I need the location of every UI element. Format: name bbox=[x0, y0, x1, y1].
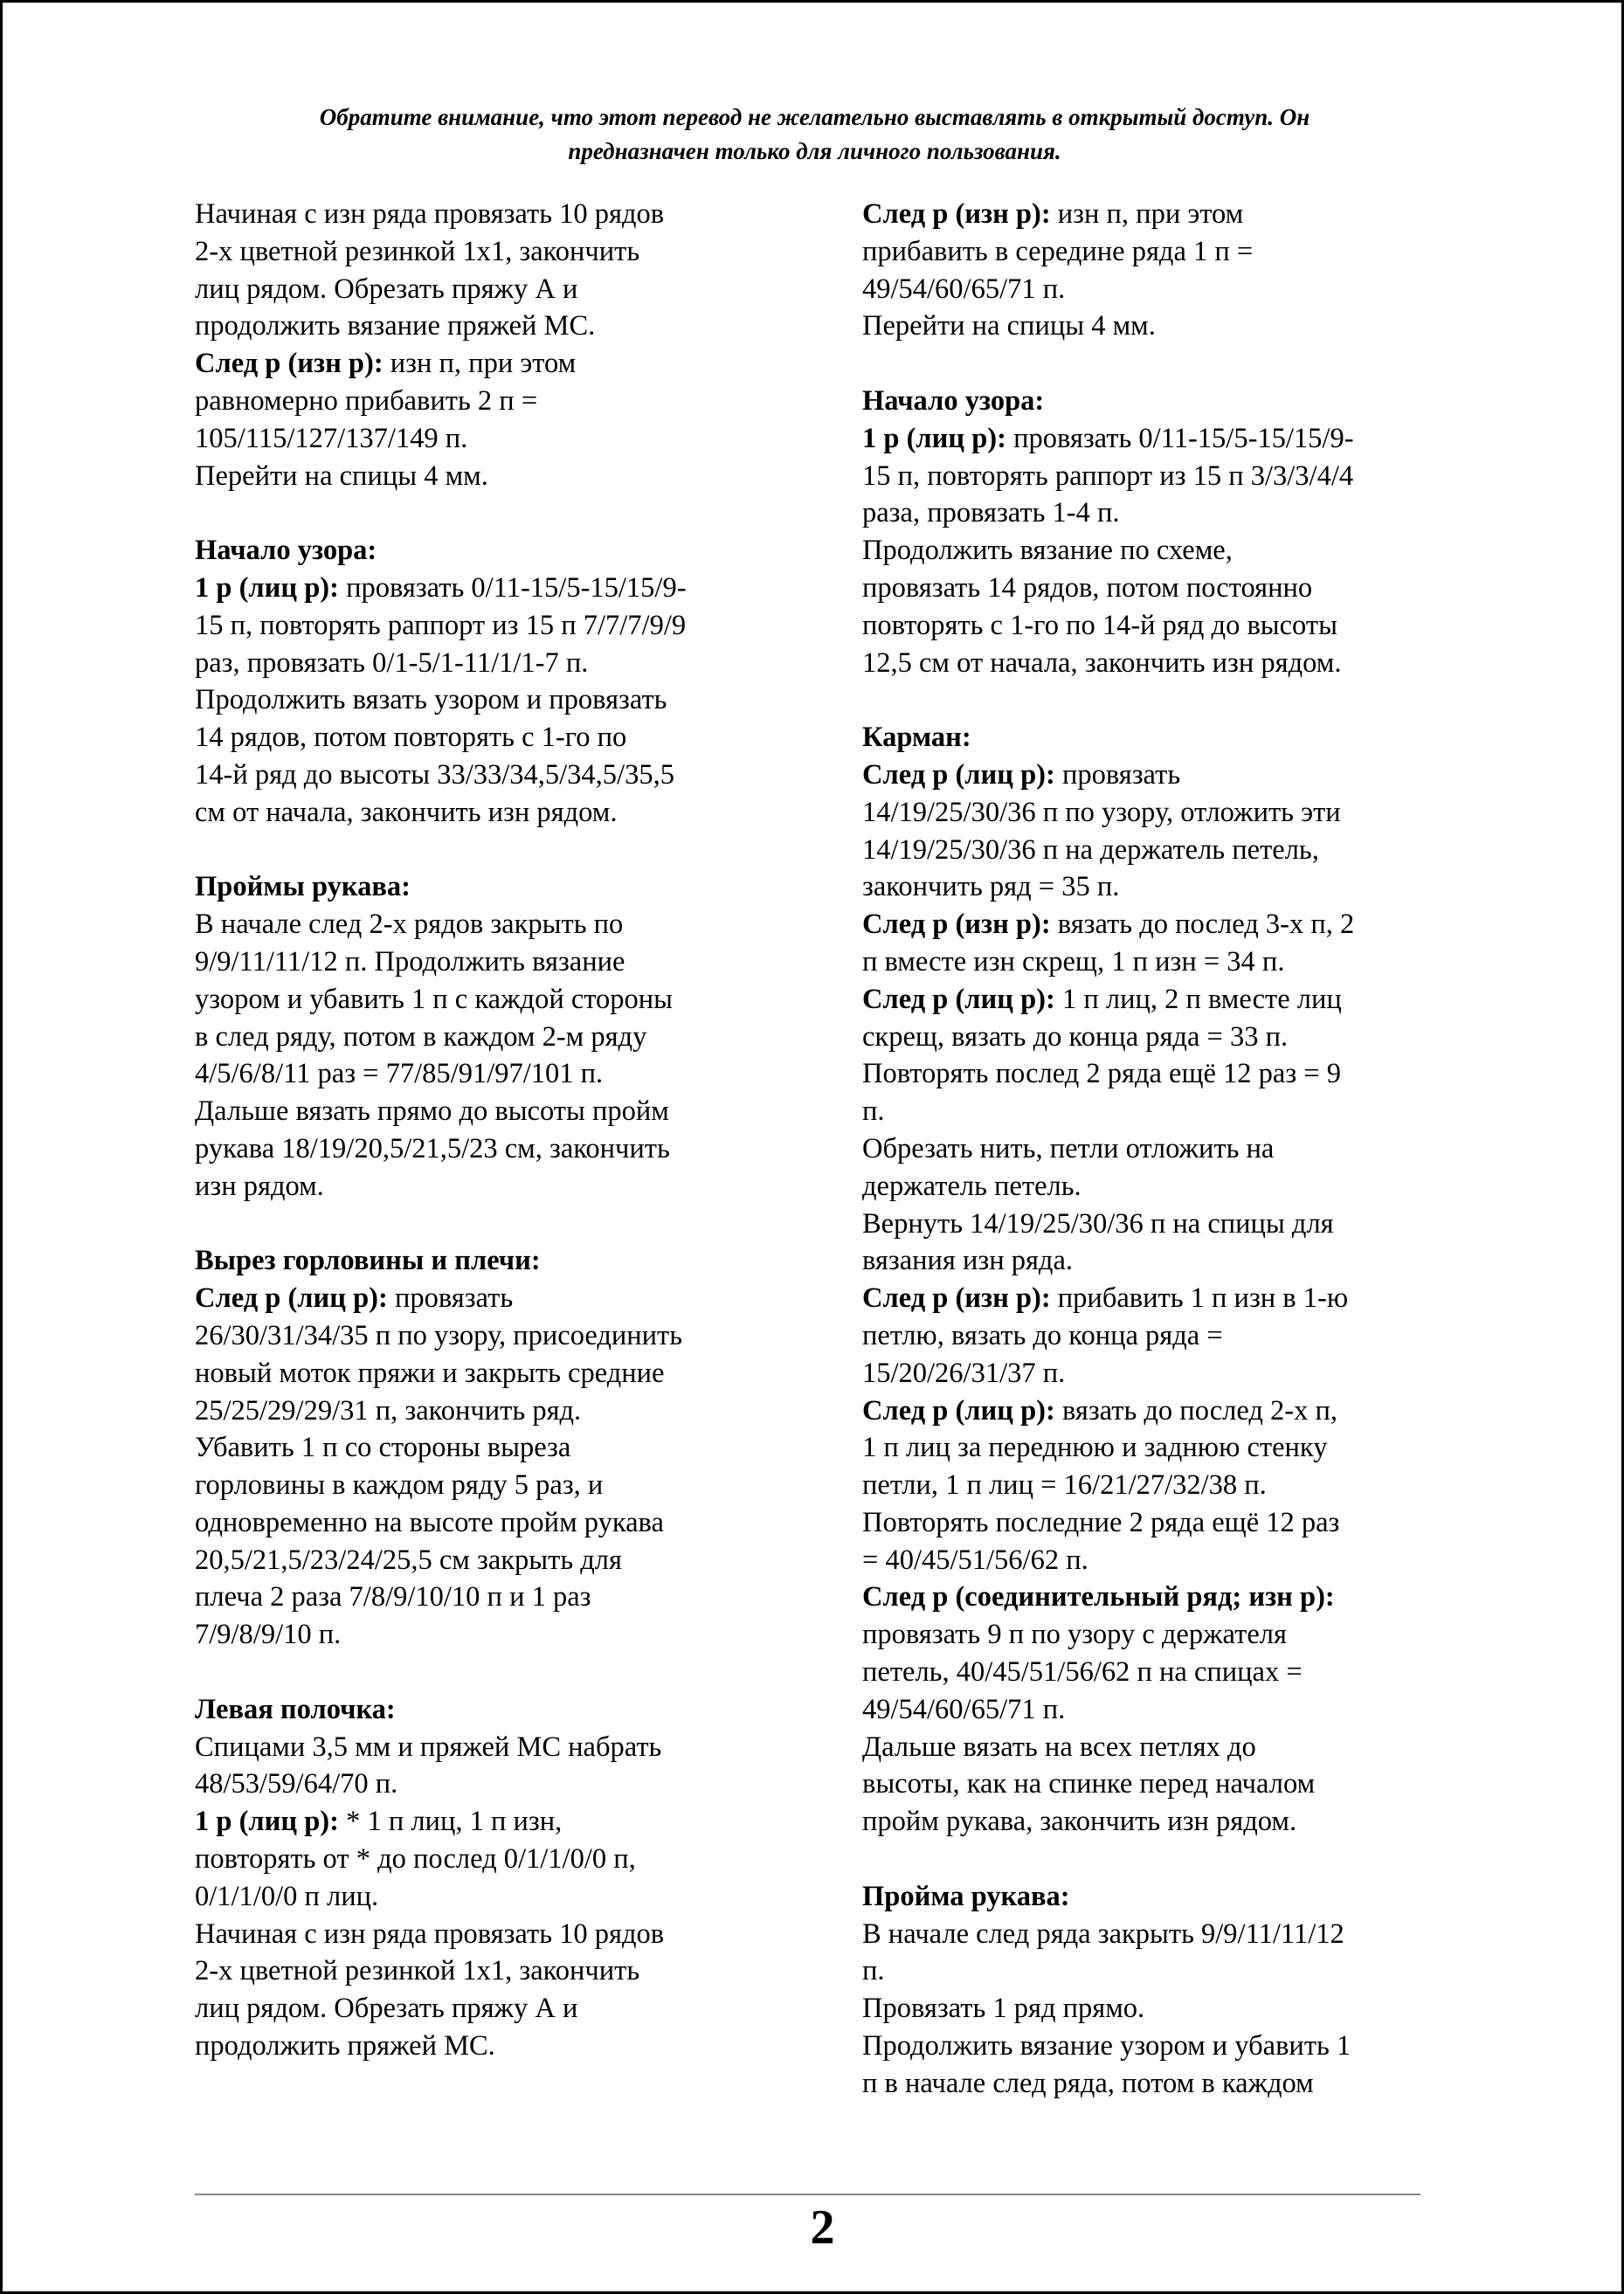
line-text: закончить ряд = 35 п. bbox=[862, 871, 1120, 903]
line-text: вязать до послед 3-х п, 2 bbox=[1050, 909, 1355, 941]
line-text: изн рядом. bbox=[195, 1170, 324, 1202]
line-text: 14/19/25/30/36 п по узору, отложить эти bbox=[862, 796, 1341, 828]
text-line bbox=[195, 645, 789, 682]
text-line bbox=[195, 1579, 789, 1616]
text-line bbox=[862, 307, 1456, 345]
line-text: п. bbox=[862, 1095, 885, 1128]
text-line bbox=[862, 1616, 1456, 1654]
line-text: 1 п лиц, 2 п вместе лиц bbox=[1054, 983, 1342, 1015]
text-line bbox=[195, 1093, 789, 1130]
text-line bbox=[195, 757, 789, 794]
bold-label: След р (соединительный ряд; изн р): bbox=[862, 1581, 1335, 1613]
line-text: лиц рядом. Обрезать пряжу А и bbox=[195, 1993, 578, 2025]
text-line bbox=[195, 1317, 789, 1355]
text-line bbox=[195, 1616, 789, 1654]
line-text: горловины в каждом ряду 5 раз, и bbox=[195, 1469, 604, 1502]
text-line bbox=[862, 420, 1456, 458]
text-line bbox=[862, 832, 1456, 869]
notice-line-2: предназначен только для личного пользования. bbox=[568, 138, 1061, 164]
line-text: новый моток пряжи и закрыть средние bbox=[195, 1357, 665, 1389]
line-text: 105/115/127/137/149 п. bbox=[195, 422, 468, 454]
line-text: прибавить в середине ряда 1 п = bbox=[862, 235, 1254, 267]
line-text: Дальше вязать прямо до высоты пройм bbox=[195, 1095, 669, 1128]
line-text: 0/1/1/0/0 п лиц. bbox=[195, 1880, 379, 1912]
text-line bbox=[862, 1130, 1456, 1168]
bold-label: Пройма рукава: bbox=[862, 1880, 1070, 1912]
text-line bbox=[862, 1242, 1456, 1280]
text-line bbox=[862, 1729, 1456, 1766]
line-text: 48/53/59/64/70 п. bbox=[195, 1768, 398, 1800]
text-line bbox=[862, 607, 1456, 645]
line-text: повторять от * до послед 0/1/1/0/0 п, bbox=[195, 1843, 636, 1876]
text-line bbox=[862, 196, 1456, 233]
line-text: Убавить 1 п со стороны выреза bbox=[195, 1432, 571, 1464]
bold-label: След р (изн р): bbox=[862, 198, 1051, 230]
text-line bbox=[195, 1055, 789, 1093]
line-text: 2-х цветной резинкой 1х1, закончить bbox=[195, 1955, 640, 1987]
line-text: провязать bbox=[387, 1282, 514, 1315]
right-column bbox=[862, 196, 1456, 2103]
line-text: Повторять послед 2 ряда ещё 12 раз = 9 bbox=[862, 1058, 1342, 1090]
line-text: петли, 1 п лиц = 16/21/27/32/38 п. bbox=[862, 1469, 1267, 1502]
text-line bbox=[195, 906, 789, 943]
text-line bbox=[195, 1392, 789, 1430]
bold-label: 1 р (лиц р): bbox=[862, 422, 1006, 454]
text-line bbox=[195, 1019, 789, 1056]
line-text: 2-х цветной резинкой 1х1, закончить bbox=[195, 235, 640, 267]
line-text: 14 рядов, потом повторять с 1-го по bbox=[195, 722, 627, 754]
bold-label: Левая полочка: bbox=[195, 1693, 396, 1725]
line-text: изн п, при этом bbox=[1050, 198, 1244, 230]
line-text: петлю, вязать до конца ряда = bbox=[862, 1319, 1223, 1351]
line-text: В начале след ряда закрыть 9/9/11/11/12 bbox=[862, 1917, 1344, 1950]
line-text: в след ряду, потом в каждом 2-м ряду bbox=[195, 1020, 647, 1053]
line-text: равномерно прибавить 2 п = bbox=[195, 384, 538, 417]
text-line bbox=[195, 1130, 789, 1168]
bold-label: Вырез горловины и плечи: bbox=[195, 1245, 541, 1277]
line-text: Перейти на спицы 4 мм. bbox=[195, 459, 488, 492]
line-text: Вернуть 14/19/25/30/36 п на спицы для bbox=[862, 1207, 1334, 1240]
text-line bbox=[195, 271, 789, 308]
text-line bbox=[195, 345, 789, 383]
text-line bbox=[195, 307, 789, 345]
line-text: скрещ, вязать до конца ряда = 33 п. bbox=[862, 1020, 1289, 1053]
line-text: провязать bbox=[1054, 758, 1181, 791]
text-line bbox=[195, 1355, 789, 1392]
text-line bbox=[195, 1841, 789, 1878]
line-text: 15 п, повторять раппорт из 15 п 7/7/7/9/9 bbox=[195, 609, 687, 641]
line-text: см от начала, закончить изн рядом. bbox=[195, 796, 618, 828]
text-line bbox=[195, 607, 789, 645]
text-line bbox=[195, 1916, 789, 1953]
line-text: Начиная с изн ряда провязать 10 рядов bbox=[195, 198, 665, 230]
text-line bbox=[862, 1990, 1456, 2028]
line-text: Дальше вязать на всех петлях до bbox=[862, 1731, 1256, 1763]
line-text: 1 п лиц за переднюю и заднюю стенку bbox=[862, 1432, 1328, 1464]
text-line bbox=[862, 794, 1456, 832]
line-text: 15 п, повторять раппорт из 15 п 3/3/3/4/4 bbox=[862, 459, 1354, 492]
bold-label: След р (лиц р): bbox=[862, 983, 1055, 1015]
paragraph-gap bbox=[195, 832, 789, 869]
bold-label: Начало узора: bbox=[862, 384, 1045, 417]
line-text: 7/9/8/9/10 п. bbox=[195, 1619, 342, 1651]
bold-label: След р (лиц р): bbox=[862, 758, 1055, 791]
text-line bbox=[862, 233, 1456, 271]
text-line bbox=[195, 1168, 789, 1206]
text-line bbox=[195, 1504, 789, 1542]
text-line bbox=[195, 1952, 789, 1990]
bold-label: Проймы рукава: bbox=[195, 871, 411, 903]
page-number: 2 bbox=[810, 2201, 835, 2255]
text-line bbox=[862, 1878, 1456, 1916]
line-text: петель, 40/45/51/56/62 п на спицах = bbox=[862, 1656, 1303, 1689]
line-text: Провязать 1 ряд прямо. bbox=[862, 1993, 1145, 2025]
line-text: 49/54/60/65/71 п. bbox=[862, 1693, 1066, 1725]
line-text: повторять с 1-го по 14-й ряд до высоты bbox=[862, 609, 1337, 641]
line-text: провязать 9 п по узору с держателя bbox=[862, 1619, 1287, 1651]
text-line bbox=[195, 681, 789, 719]
line-text: вязать до послед 2-х п, bbox=[1054, 1394, 1338, 1427]
text-line bbox=[862, 1280, 1456, 1317]
text-line bbox=[862, 1916, 1456, 1953]
text-line bbox=[862, 1168, 1456, 1206]
text-line bbox=[862, 1654, 1456, 1691]
line-text: рукава 18/19/20,5/21,5/23 см, закончить bbox=[195, 1132, 670, 1164]
text-line bbox=[195, 943, 789, 981]
line-text: 12,5 см от начала, закончить изн рядом. bbox=[862, 646, 1342, 679]
line-text: Спицами 3,5 мм и пряжей МС набрать bbox=[195, 1731, 662, 1763]
text-line bbox=[862, 1579, 1456, 1616]
text-line bbox=[862, 2028, 1456, 2065]
text-line bbox=[862, 1429, 1456, 1467]
line-text: изн п, при этом bbox=[383, 348, 577, 380]
text-line bbox=[862, 1765, 1456, 1803]
line-text: Начиная с изн ряда провязать 10 рядов bbox=[195, 1917, 665, 1950]
line-text: провязать 14 рядов, потом постоянно bbox=[862, 571, 1313, 604]
text-line bbox=[862, 1504, 1456, 1542]
text-line bbox=[195, 1990, 789, 2028]
bold-label: След р (лиц р): bbox=[195, 1282, 388, 1315]
text-line bbox=[195, 532, 789, 570]
line-text: Повторять последние 2 ряда ещё 12 раз bbox=[862, 1506, 1340, 1538]
text-line bbox=[862, 1055, 1456, 1093]
text-line bbox=[862, 1467, 1456, 1504]
line-text: продолжить пряжей МС. bbox=[195, 2030, 495, 2063]
line-text: п. bbox=[862, 1955, 885, 1987]
text-line bbox=[195, 1467, 789, 1504]
text-line bbox=[862, 1093, 1456, 1130]
text-line bbox=[195, 868, 789, 906]
text-line bbox=[195, 383, 789, 420]
text-line bbox=[195, 2028, 789, 2065]
line-text: Продолжить вязание узором и убавить 1 bbox=[862, 2030, 1351, 2063]
text-line bbox=[195, 1803, 789, 1841]
line-text: узором и убавить 1 п с каждой стороны bbox=[195, 983, 674, 1015]
line-text: 49/54/60/65/71 п. bbox=[862, 273, 1066, 305]
bold-label: След р (лиц р): bbox=[862, 1394, 1055, 1427]
text-line bbox=[195, 1429, 789, 1467]
paragraph-gap bbox=[862, 681, 1456, 719]
line-text: продолжить вязание пряжей МС. bbox=[195, 310, 596, 342]
text-line bbox=[862, 1803, 1456, 1841]
line-text: провязать 0/11-15/5-15/15/9- bbox=[1005, 422, 1354, 454]
line-text: Перейти на спицы 4 мм. bbox=[862, 310, 1156, 342]
text-line bbox=[195, 1280, 789, 1317]
line-text: * 1 п лиц, 1 п изн, bbox=[338, 1806, 563, 1838]
text-line bbox=[862, 719, 1456, 757]
text-line bbox=[862, 458, 1456, 495]
text-line bbox=[195, 1542, 789, 1579]
line-text: Обрезать нить, петли отложить на bbox=[862, 1132, 1275, 1164]
text-line bbox=[195, 458, 789, 495]
text-line bbox=[862, 645, 1456, 682]
line-text: раз, провязать 0/1-5/1-11/1/1-7 п. bbox=[195, 646, 589, 679]
line-text: 14-й ряд до высоты 33/33/34,5/34,5/35,5 bbox=[195, 758, 674, 791]
text-line bbox=[862, 532, 1456, 570]
footer-divider bbox=[195, 2194, 1420, 2195]
text-line bbox=[195, 233, 789, 271]
text-line bbox=[195, 1765, 789, 1803]
line-text: лиц рядом. Обрезать пряжу А и bbox=[195, 273, 578, 305]
text-line bbox=[195, 794, 789, 832]
text-line bbox=[195, 1242, 789, 1280]
bold-label: След р (изн р): bbox=[862, 909, 1051, 941]
line-text: 4/5/6/8/11 раз = 77/85/91/97/101 п. bbox=[195, 1058, 604, 1090]
copyright-notice bbox=[177, 100, 1452, 169]
bold-label: След р (изн р): bbox=[195, 348, 384, 380]
text-line bbox=[195, 420, 789, 458]
text-line bbox=[862, 1952, 1456, 1990]
text-line bbox=[195, 981, 789, 1019]
line-text: высоты, как на спинке перед началом bbox=[862, 1768, 1316, 1800]
text-line bbox=[862, 943, 1456, 981]
text-line bbox=[862, 1542, 1456, 1579]
text-line bbox=[862, 1019, 1456, 1056]
text-line bbox=[862, 570, 1456, 607]
line-text: одновременно на высоте пройм рукава bbox=[195, 1506, 664, 1538]
line-text: В начале след 2-х рядов закрыть по bbox=[195, 909, 624, 941]
bold-label: След р (изн р): bbox=[862, 1282, 1051, 1315]
line-text: пройм рукава, закончить изн рядом. bbox=[862, 1806, 1297, 1838]
text-line bbox=[195, 1691, 789, 1729]
text-line bbox=[862, 1206, 1456, 1243]
text-line bbox=[862, 868, 1456, 906]
line-text: 14/19/25/30/36 п на держатель петель, bbox=[862, 833, 1319, 866]
line-text: провязать 0/11-15/5-15/15/9- bbox=[338, 571, 687, 604]
notice-line-1: Обратите внимание, что этот перевод не желательно выставлять в открытый доступ. Он bbox=[319, 104, 1310, 130]
bold-label: Начало узора: bbox=[195, 535, 377, 567]
text-line bbox=[862, 1392, 1456, 1430]
bold-label: Карман: bbox=[862, 722, 971, 754]
line-text: 20,5/21,5/23/24/25,5 см закрыть для bbox=[195, 1544, 622, 1576]
paragraph-gap bbox=[862, 345, 1456, 383]
line-text: 25/25/29/29/31 п, закончить ряд. bbox=[195, 1394, 582, 1427]
line-text: п в начале след ряда, потом в каждом bbox=[862, 2067, 1314, 2099]
text-line bbox=[862, 757, 1456, 794]
text-line bbox=[195, 1729, 789, 1766]
text-line bbox=[195, 1878, 789, 1916]
text-line bbox=[862, 1355, 1456, 1392]
text-line bbox=[862, 981, 1456, 1019]
text-line bbox=[862, 906, 1456, 943]
bold-label: 1 р (лиц р): bbox=[195, 571, 339, 604]
text-line bbox=[195, 570, 789, 607]
line-text: вязания изн ряда. bbox=[862, 1245, 1074, 1277]
line-text: п вместе изн скрещ, 1 п изн = 34 п. bbox=[862, 945, 1285, 978]
text-line bbox=[862, 2065, 1456, 2103]
left-column bbox=[195, 196, 789, 2065]
line-text: держатель петель. bbox=[862, 1170, 1082, 1202]
paragraph-gap bbox=[862, 1841, 1456, 1878]
paragraph-gap bbox=[195, 1206, 789, 1243]
line-text: 15/20/26/31/37 п. bbox=[862, 1357, 1066, 1389]
text-line bbox=[195, 719, 789, 757]
text-line bbox=[195, 196, 789, 233]
text-line bbox=[862, 383, 1456, 420]
line-text: = 40/45/51/56/62 п. bbox=[862, 1544, 1088, 1576]
text-line bbox=[862, 1317, 1456, 1355]
line-text: прибавить 1 п изн в 1-ю bbox=[1050, 1282, 1349, 1315]
text-line bbox=[862, 494, 1456, 532]
bold-label: 1 р (лиц р): bbox=[195, 1806, 339, 1838]
line-text: раза, провязать 1-4 п. bbox=[862, 497, 1120, 529]
text-line bbox=[862, 1691, 1456, 1729]
paragraph-gap bbox=[195, 1654, 789, 1691]
line-text: Продолжить вязать узором и провязать bbox=[195, 684, 667, 716]
line-text: Продолжить вязание по схеме, bbox=[862, 535, 1233, 567]
line-text: 9/9/11/11/12 п. Продолжить вязание bbox=[195, 945, 625, 978]
line-text: плеча 2 раза 7/8/9/10/10 п и 1 раз bbox=[195, 1581, 591, 1613]
paragraph-gap bbox=[195, 494, 789, 532]
text-line bbox=[862, 271, 1456, 308]
line-text: 26/30/31/34/35 п по узору, присоединить bbox=[195, 1319, 683, 1351]
